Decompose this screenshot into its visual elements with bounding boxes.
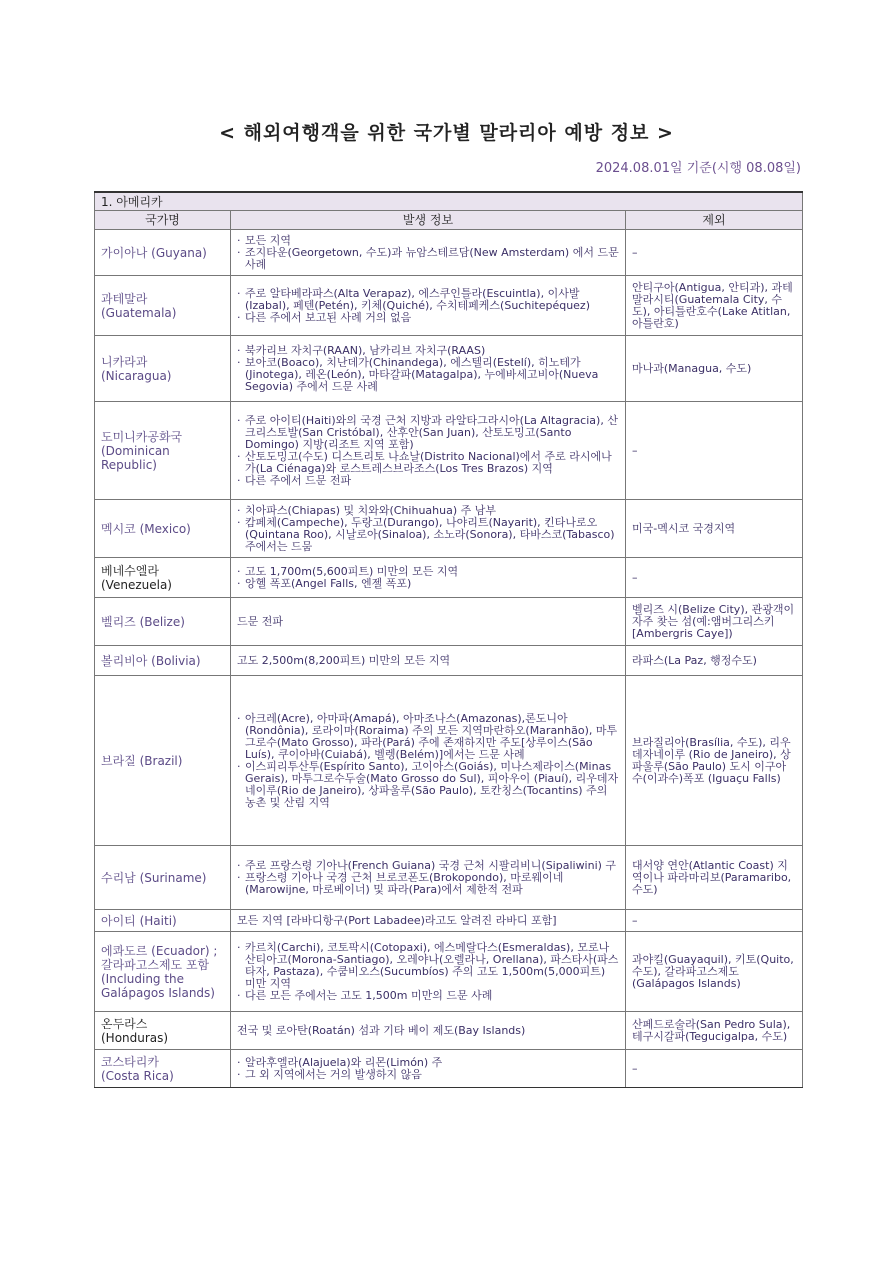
region-row xyxy=(95,192,803,211)
exclusion-area: – xyxy=(626,230,803,276)
country-name: 도미니카공화국 (Dominican Republic) xyxy=(95,402,231,500)
info-item: · 알라후엘라(Alajuela)와 리몬(Limón) 주 xyxy=(237,1057,619,1069)
occurrence-info xyxy=(231,558,626,598)
malaria-table xyxy=(94,191,803,1088)
table-row xyxy=(95,1050,803,1088)
info-item: · 조지타운(Georgetown, 수도)과 뉴암스테르담(New Amsterdam) 에서 드문 사례 xyxy=(237,247,619,271)
occurrence-info xyxy=(231,676,626,846)
table-row xyxy=(95,336,803,402)
country-name: 에콰도르 (Ecuador) ; 갈라파고스제도 포함(Including the Galápagos Islands) xyxy=(95,932,231,1012)
occurrence-info xyxy=(231,336,626,402)
exclusion-area: – xyxy=(626,1050,803,1088)
country-name: 베네수엘라 (Venezuela) xyxy=(95,558,231,598)
exclusion-area: – xyxy=(626,910,803,932)
table-row xyxy=(95,276,803,336)
exclusion-area: 미국-멕시코 국경지역 xyxy=(626,500,803,558)
exclusion-area: 마나과(Managua, 수도) xyxy=(626,336,803,402)
info-item: · 북카리브 자치구(RAAN), 남카리브 자치구(RAAS) xyxy=(237,345,619,357)
occurrence-info: 모든 지역 [라바디항구(Port Labadee)라고도 알려진 라바디 포함] xyxy=(231,910,626,932)
effective-date: 2024.08.01일 기준(시행 08.08일) xyxy=(595,161,801,176)
info-item: · 카르치(Carchi), 코토팍시(Cotopaxi), 에스메랄다스(Esmeraldas), 모로나산티아고(Morona-Santiago), 오레야나(오렐라나, Orellana), 파스타사(파스타자, Pastaza), 수쿰비오스(Sucumbíos) 주의 고도 1,500m(5,000피트) 미만 지역 xyxy=(237,942,619,990)
exclusion-area: – xyxy=(626,402,803,500)
country-name: 볼리비아 (Bolivia) xyxy=(95,646,231,676)
table-row xyxy=(95,932,803,1012)
occurrence-info xyxy=(231,230,626,276)
occurrence-info: 고도 2,500m(8,200피트) 미만의 모든 지역 xyxy=(231,646,626,676)
info-item: · 보아코(Boaco), 치난데가(Chinandega), 에스텔리(Estelí), 히노테가(Jinotega), 레온(León), 마타갈파(Matagalpa), 누에바세고비아(Nueva Segovia) 주에서 드문 사례 xyxy=(237,357,619,393)
country-name: 가이아나 (Guyana) xyxy=(95,230,231,276)
table-row xyxy=(95,910,803,932)
exclusion-area: 브라질리아(Brasília, 수도), 리우데자네이루 (Rio de Janeiro), 상파울루(São Paulo) 도시 이구아수(이과수)폭포 (Iguaçu Falls) xyxy=(626,676,803,846)
column-header-exclusion: 제외 xyxy=(626,211,803,230)
info-item: · 주로 아이티(Haiti)와의 국경 근처 지방과 라알타그라시아(La Altagracia), 산크리스토발(San Cristóbal), 산후안(San Juan), 산토도밍고(Santo Domingo) 지방(리조트 지역 포함) xyxy=(237,415,619,451)
country-name: 멕시코 (Mexico) xyxy=(95,500,231,558)
exclusion-area: – xyxy=(626,558,803,598)
info-item: · 다른 주에서 드문 전파 xyxy=(237,475,619,487)
info-item: · 치아파스(Chiapas) 및 치와와(Chihuahua) 주 남부 xyxy=(237,505,619,517)
country-name: 온두라스 (Honduras) xyxy=(95,1012,231,1050)
country-name: 과테말라 (Guatemala) xyxy=(95,276,231,336)
region-label: 1. 아메리카 xyxy=(95,192,803,211)
info-item: · 캄페체(Campeche), 두랑고(Durango), 나야리트(Nayarit), 킨타나로오(Quintana Roo), 시날로아(Sinaloa), 소노라(Sonora), 타바스코(Tabasco) 주에서는 드뭄 xyxy=(237,517,619,553)
table-row xyxy=(95,500,803,558)
table-row xyxy=(95,598,803,646)
column-header-info: 발생 정보 xyxy=(231,211,626,230)
info-item: · 아크레(Acre), 아마파(Amapá), 아마조나스(Amazonas),론도니아(Rondônia), 로라이마(Roraima) 주의 모든 지역마란하오(Maranhão), 마투그로수(Mato Grosso), 파라(Pará) 주에 존재하지만 주도[상루이스(São Luís), 쿠이아바(Cuiabá), 벨렝(Belém)]에서는 드문 사례 xyxy=(237,713,619,761)
country-name: 코스타리카 (Costa Rica) xyxy=(95,1050,231,1088)
table-row xyxy=(95,676,803,846)
header-row xyxy=(95,211,803,230)
info-item: · 그 외 지역에서는 거의 발생하지 않음 xyxy=(237,1069,619,1081)
occurrence-info xyxy=(231,402,626,500)
table-row xyxy=(95,646,803,676)
table-row xyxy=(95,558,803,598)
exclusion-area: 안티구아(Antigua, 안티과), 과테말라시티(Guatemala City, 수도), 아티틀란호수(Lake Atitlan, 아틀란호) xyxy=(626,276,803,336)
column-header-country: 국가명 xyxy=(95,211,231,230)
exclusion-area: 대서양 연안(Atlantic Coast) 지역이나 파라마리보(Paramaribo, 수도) xyxy=(626,846,803,910)
info-item: · 산토도밍고(수도) 디스트리토 나쇼날(Distrito Nacional)에서 주로 라시에나가(La Ciénaga)와 로스트레스브라조스(Los Tres Brazos) 지역 xyxy=(237,451,619,475)
table-row xyxy=(95,230,803,276)
exclusion-area: 산페드로술라(San Pedro Sula), 테구시갈파(Tegucigalpa, 수도) xyxy=(626,1012,803,1050)
occurrence-info: 드문 전파 xyxy=(231,598,626,646)
info-item: · 고도 1,700m(5,600피트) 미만의 모든 지역 xyxy=(237,566,619,578)
country-name: 아이티 (Haiti) xyxy=(95,910,231,932)
country-name: 브라질 (Brazil) xyxy=(95,676,231,846)
exclusion-area: 라파스(La Paz, 행정수도) xyxy=(626,646,803,676)
info-item: · 주로 알타베라파스(Alta Verapaz), 에스쿠인틀라(Escuintla), 이사발(Izabal), 페텐(Petén), 키체(Quiché), 수치테페케스(Suchitepéquez) xyxy=(237,288,619,312)
table-row xyxy=(95,846,803,910)
info-item: · 주로 프랑스령 기아나(French Guiana) 국경 근처 시팔리비니(Sipaliwini) 구 xyxy=(237,860,619,872)
country-name: 니카라과 (Nicaragua) xyxy=(95,336,231,402)
exclusion-area: 과야킬(Guayaquil), 키토(Quito, 수도), 갈라파고스제도(Galápagos Islands) xyxy=(626,932,803,1012)
occurrence-info xyxy=(231,276,626,336)
info-item: · 모든 지역 xyxy=(237,235,619,247)
page-title: < 해외여행객을 위한 국가별 말라리아 예방 정보 > xyxy=(219,122,674,144)
occurrence-info xyxy=(231,500,626,558)
occurrence-info xyxy=(231,846,626,910)
occurrence-info xyxy=(231,932,626,1012)
info-item: · 앙헬 폭포(Angel Falls, 엔젤 폭포) xyxy=(237,578,619,590)
info-item: · 이스피리투산투(Espírito Santo), 고이아스(Goiás), 미나스제라이스(Minas Gerais), 마투그로수두술(Mato Grosso do Sul), 피아우이 (Piauí), 리우데자네이루(Rio de Janeiro), 상파울루(São Paulo), 토칸칭스(Tocantins) 주의 농촌 및 산림 지역 xyxy=(237,761,619,809)
occurrence-info: 전국 및 로아탄(Roatán) 섬과 기타 베이 제도(Bay Islands) xyxy=(231,1012,626,1050)
info-item: · 다른 모든 주에서는 고도 1,500m 미만의 드문 사례 xyxy=(237,990,619,1002)
exclusion-area: 벨리즈 시(Belize City), 관광객이 자주 찾는 섬(예:앰버그리스키[Ambergris Caye]) xyxy=(626,598,803,646)
info-item: · 다른 주에서 보고된 사례 거의 없음 xyxy=(237,312,619,324)
occurrence-info xyxy=(231,1050,626,1088)
country-name: 수리남 (Suriname) xyxy=(95,846,231,910)
country-name: 벨리즈 (Belize) xyxy=(95,598,231,646)
info-item: · 프랑스령 기아나 국경 근처 브로코폰도(Brokopondo), 마로웨이네(Marowijne, 마로베이너) 및 파라(Para)에서 제한적 전파 xyxy=(237,872,619,896)
table-row xyxy=(95,402,803,500)
table-row xyxy=(95,1012,803,1050)
